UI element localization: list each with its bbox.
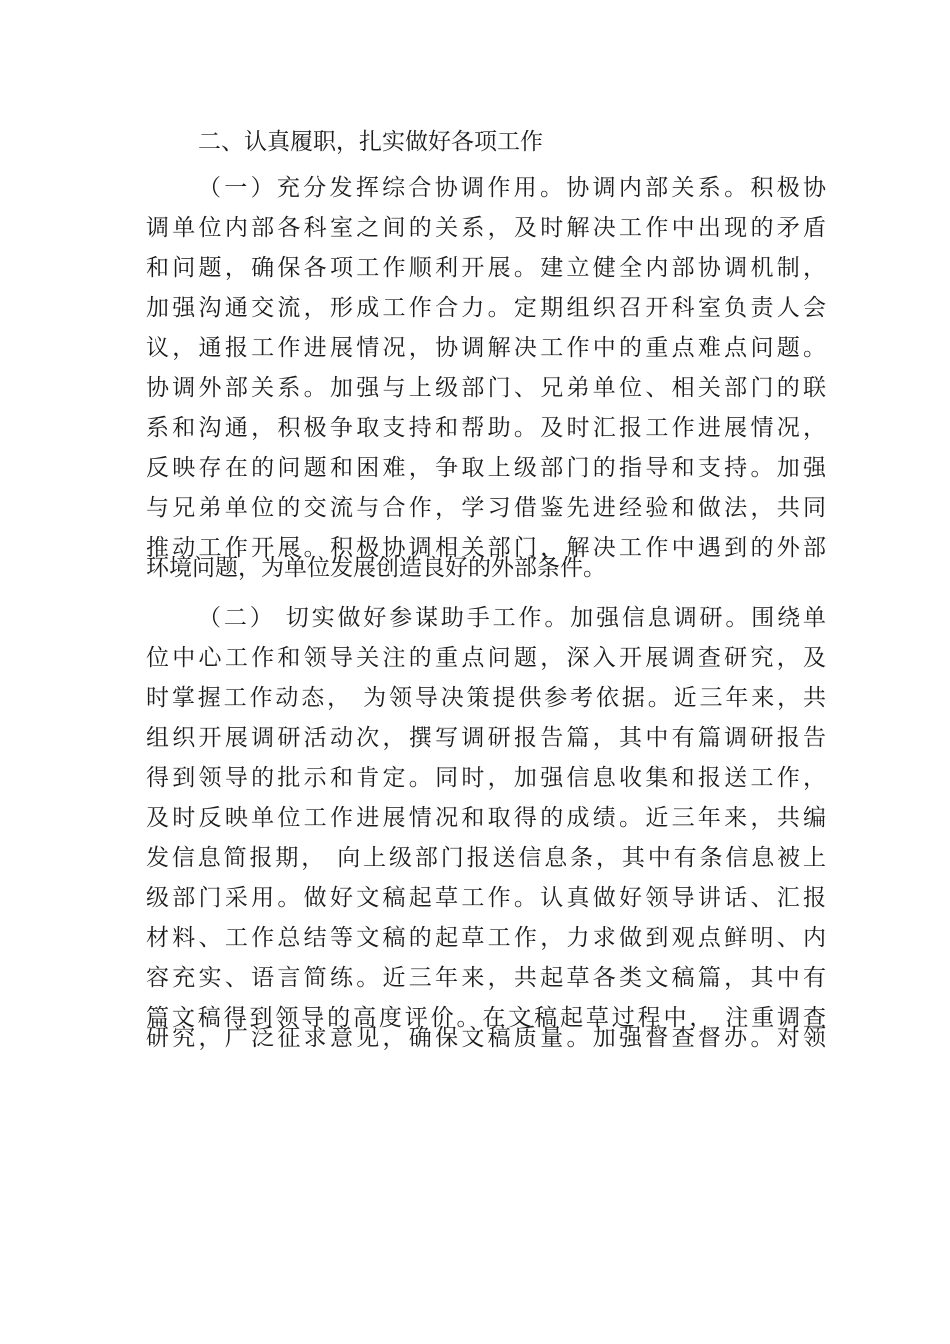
- paragraph-1-line: 加强沟通交流，形成工作合力。定期组织召开科室负责人会: [146, 295, 826, 321]
- paragraph-2-line: 研究，广泛征求意见，确保文稿质量。加强督查督办。对领: [146, 1025, 826, 1051]
- paragraph-1-line-last: 环境问题，为单位发展创造良好的外部条件。: [146, 555, 606, 581]
- paragraph-1-line: 协调外部关系。加强与上级部门、兄弟单位、相关部门的联: [146, 375, 826, 401]
- paragraph-2-line: （二） 切实做好参谋助手工作。加强信息调研。围绕单: [198, 605, 826, 631]
- paragraph-2-line: 及时反映单位工作进展情况和取得的成绩。近三年来，共编: [146, 805, 826, 831]
- paragraph-2-line: 组织开展调研活动次，撰写调研报告篇，其中有篇调研报告: [146, 725, 826, 751]
- paragraph-2-line: 容充实、语言简练。近三年来，共起草各类文稿篇，其中有: [146, 965, 826, 991]
- section-heading: 二、认真履职，扎实做好各项工作: [198, 129, 543, 155]
- paragraph-2-line: 发信息简报期， 向上级部门报送信息条，其中有条信息被上: [146, 845, 826, 871]
- paragraph-2-line: 得到领导的批示和肯定。同时，加强信息收集和报送工作，: [146, 765, 826, 791]
- paragraph-1-line: 议，通报工作进展情况，协调解决工作中的重点难点问题。: [146, 335, 826, 361]
- paragraph-1-line: 反映存在的问题和困难，争取上级部门的指导和支持。加强: [146, 455, 826, 481]
- paragraph-1-line: 系和沟通，积极争取支持和帮助。及时汇报工作进展情况，: [146, 415, 826, 441]
- paragraph-2-line: 位中心工作和领导关注的重点问题，深入开展调查研究，及: [146, 645, 826, 671]
- paragraph-1-line: 与兄弟单位的交流与合作，学习借鉴先进经验和做法，共同: [146, 495, 826, 521]
- paragraph-1-line: 和问题，确保各项工作顺利开展。建立健全内部协调机制，: [146, 255, 826, 281]
- paragraph-1-line: 调单位内部各科室之间的关系，及时解决工作中出现的矛盾: [146, 215, 826, 241]
- paragraph-2-line: 级部门采用。做好文稿起草工作。认真做好领导讲话、汇报: [146, 885, 826, 911]
- paragraph-1-line: 推动工作开展。积极协调相关部门，解决工作中遇到的外部: [146, 535, 826, 561]
- paragraph-2-line: 时掌握工作动态， 为领导决策提供参考依据。近三年来，共: [146, 685, 826, 711]
- paragraph-2-line: 篇文稿得到领导的高度评价。在文稿起草过程中， 注重调查: [146, 1005, 826, 1031]
- paragraph-2-line: 材料、工作总结等文稿的起草工作，力求做到观点鲜明、内: [146, 925, 826, 951]
- paragraph-1-line: （一）充分发挥综合协调作用。协调内部关系。积极协: [198, 175, 826, 201]
